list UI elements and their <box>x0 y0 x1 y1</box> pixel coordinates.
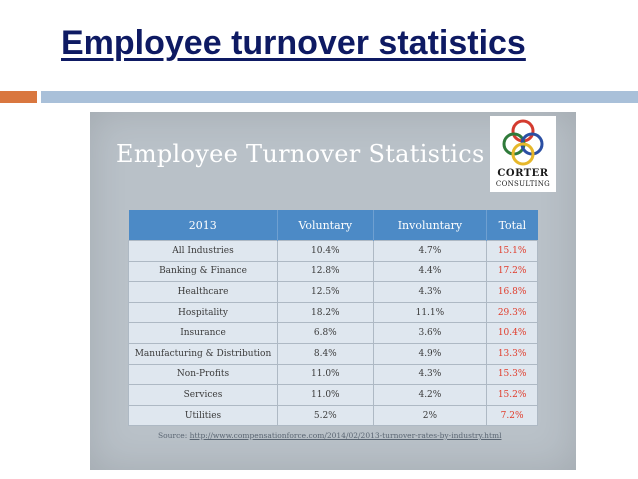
voluntary-cell: 11.0% <box>278 385 374 406</box>
involuntary-cell: 3.6% <box>373 323 487 344</box>
table-row <box>129 323 538 344</box>
table-row <box>129 241 538 262</box>
panel-title: Employee Turnover Statistics <box>116 140 485 168</box>
table-row <box>129 302 538 323</box>
source-label: Source: <box>158 431 188 440</box>
voluntary-cell: 11.0% <box>278 364 374 385</box>
industry-cell: Services <box>129 385 278 406</box>
total-cell: 17.2% <box>487 261 538 282</box>
header-voluntary: Voluntary <box>278 210 374 241</box>
total-cell: 10.4% <box>487 323 538 344</box>
slide-title: Employee turnover statistics <box>61 24 526 62</box>
source-line <box>158 431 502 440</box>
total-cell: 15.1% <box>487 241 538 262</box>
industry-cell: Manufacturing & Distribution <box>129 343 278 364</box>
table-row <box>129 364 538 385</box>
involuntary-cell: 2% <box>373 405 487 426</box>
table-row <box>129 405 538 426</box>
voluntary-cell: 18.2% <box>278 302 374 323</box>
table-header-row <box>129 210 538 241</box>
industry-cell: Hospitality <box>129 302 278 323</box>
total-cell: 7.2% <box>487 405 538 426</box>
total-cell: 15.3% <box>487 364 538 385</box>
involuntary-cell: 4.7% <box>373 241 487 262</box>
industry-cell: Non-Profits <box>129 364 278 385</box>
table-row <box>129 261 538 282</box>
voluntary-cell: 5.2% <box>278 405 374 426</box>
total-cell: 13.3% <box>487 343 538 364</box>
source-url: http://www.compensationforce.com/2014/02/2013-turnover-rates-by-industry.html <box>189 431 502 440</box>
accent-bar-orange <box>0 91 37 103</box>
logo-name: CORTER <box>497 168 549 179</box>
voluntary-cell: 12.5% <box>278 282 374 303</box>
table-row <box>129 343 538 364</box>
voluntary-cell: 6.8% <box>278 323 374 344</box>
corter-consulting-logo <box>490 116 556 192</box>
logo-subtext: CONSULTING <box>495 180 551 188</box>
turnover-image-panel <box>90 112 576 470</box>
involuntary-cell: 4.9% <box>373 343 487 364</box>
industry-cell: Utilities <box>129 405 278 426</box>
accent-bar-blue <box>41 91 638 103</box>
voluntary-cell: 8.4% <box>278 343 374 364</box>
table-row <box>129 385 538 406</box>
involuntary-cell: 4.2% <box>373 385 487 406</box>
header-total: Total <box>487 210 538 241</box>
voluntary-cell: 10.4% <box>278 241 374 262</box>
turnover-table <box>128 210 538 426</box>
industry-cell: Banking & Finance <box>129 261 278 282</box>
industry-cell: Healthcare <box>129 282 278 303</box>
involuntary-cell: 4.3% <box>373 364 487 385</box>
involuntary-cell: 4.4% <box>373 261 487 282</box>
total-cell: 29.3% <box>487 302 538 323</box>
total-cell: 16.8% <box>487 282 538 303</box>
header-involuntary: Involuntary <box>373 210 487 241</box>
industry-cell: All Industries <box>129 241 278 262</box>
voluntary-cell: 12.8% <box>278 261 374 282</box>
table-row <box>129 282 538 303</box>
total-cell: 15.2% <box>487 385 538 406</box>
involuntary-cell: 4.3% <box>373 282 487 303</box>
involuntary-cell: 11.1% <box>373 302 487 323</box>
rings-logo-icon <box>490 116 556 168</box>
industry-cell: Insurance <box>129 323 278 344</box>
header-year: 2013 <box>129 210 278 241</box>
